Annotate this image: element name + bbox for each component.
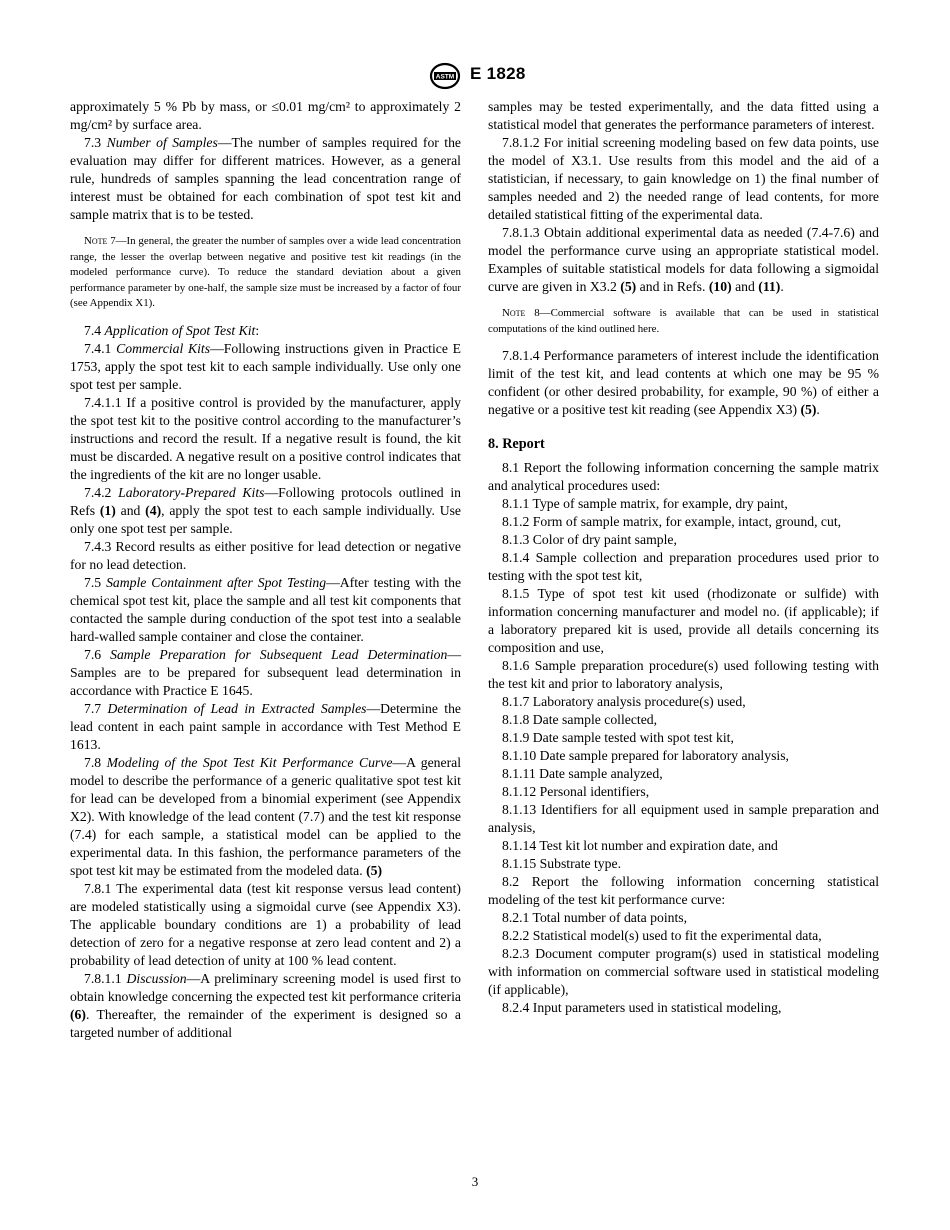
section-7-8-1: 7.8.1 The experimental data (test kit response versus lead content) are modeled statistically using a sigmoidal curve (see Appendix X3). The applicable boundary conditions are 1) a probability of lead detection of zero for a negative response at zero lead content and 2) a probability of lead detection of unity at 100 % lead content.: [70, 880, 461, 968]
section-7-4-1: 7.4.1 Commercial Kits—Following instructions given in Practice E 1753, apply the spot test kit to each sample individually. Use only one spot test per sample.: [70, 340, 462, 392]
paragraph: approximately 5 % Pb by mass, or ≤0.01 mg/cm² to approximately 2 mg/cm² by surface area.: [70, 99, 461, 132]
note-8: Note 8—Commercial software is available that can be used in statistical computations of the kind outlined here.: [488, 307, 879, 335]
astm-logo-icon: [428, 62, 462, 90]
paragraph: samples may be tested experimentally, and the data fitted using a statistical model that generates the performance parameters of interest.: [488, 99, 879, 132]
section-8-2-2: 8.2.2 Statistical model(s) used to fit the experimental data,: [502, 928, 822, 944]
section-8-1-10: 8.1.10 Date sample prepared for laboratory analysis,: [502, 748, 789, 764]
section-8-1-12: 8.1.12 Personal identifiers,: [502, 784, 650, 800]
section-7-4-2: 7.4.2 Laboratory-Prepared Kits—Following protocols outlined in Refs (1) and (4), apply the spot test to each sample individually. Use only one spot test per sample.: [70, 484, 462, 536]
section-8-1-8: 8.1.8 Date sample collected,: [502, 712, 658, 728]
section-7-8-1-2: 7.8.1.2 For initial screening modeling based on few data points, use the model of X3.1. Use results from this model and the aid of a statistician, if necessary, to gain knowledge on 1) the final number of samples needed and 2) the needed range of lead contents, for more detailed statistical fitting of the experimental data.: [488, 135, 879, 222]
section-8-2-1: 8.2.1 Total number of data points,: [502, 910, 688, 926]
section-7-5: 7.5 Sample Containment after Spot Testing—After testing with the chemical spot test kit, place the sample and all test kit components that contacted the sample during conduction of the spot test into a sealable hard-walled sample container and close the container.: [70, 574, 462, 644]
section-8-1-2: 8.1.2 Form of sample matrix, for example, intact, ground, cut,: [502, 514, 842, 530]
section-8-1-1: 8.1.1 Type of sample matrix, for example, dry paint,: [502, 496, 788, 512]
section-8-1-7: 8.1.7 Laboratory analysis procedure(s) used,: [502, 694, 746, 710]
section-8-2-3: 8.2.3 Document computer program(s) used in statistical modeling with information on commercial software used in statistical modeling (if applicable),: [488, 946, 879, 998]
section-8-1-13: 8.1.13 Identifiers for all equipment used in sample preparation and analysis,: [488, 802, 879, 836]
standard-designation: E 1828: [470, 64, 526, 83]
section-8-1: 8.1 Report the following information concerning the sample matrix and analytical procedures used:: [488, 460, 879, 494]
section-7-6: 7.6 Sample Preparation for Subsequent Lead Determination—Samples are to be prepared for subsequent lead determination in accordance with Practice E 1645.: [70, 646, 461, 698]
section-8-1-6: 8.1.6 Sample preparation procedure(s) used following testing with the test kit and prior to laboratory analysis,: [488, 658, 879, 692]
right-column: [488, 98, 879, 1017]
note-7: Note 7—In general, the greater the number of samples over a wide lead concentration range, the lesser the overlap between negative and positive test kit readings (in the modeled performance curve). To reduce the standard deviation about a given performance parameter by one-half, the sample size must be increased by a factor of four (see Appendix X1).: [70, 235, 461, 310]
page-header: [0, 62, 950, 92]
section-7-4-1-1: 7.4.1.1 If a positive control is provided by the manufacturer, apply the spot test kit to the positive control according to the manufacturer’s instructions and record the result. If a negative result is found, the kit must be discarded. A negative result on a positive control indicates that the ingredients of the kit are no longer usable.: [70, 394, 461, 482]
section-7-8-1-3: 7.8.1.3 Obtain additional experimental data as needed (7.4-7.6) and model the performance curve using an appropriate statistical model. Examples of suitable statistical models for data following a sigmoidal curve are given in X3.2 (5) and in Refs. (10) and (11).: [488, 225, 879, 294]
section-8-2-4: 8.2.4 Input parameters used in statistical modeling,: [502, 1000, 782, 1016]
section-8-1-15: 8.1.15 Substrate type.: [502, 856, 621, 872]
svg-text:ASTM: ASTM: [435, 73, 455, 81]
section-7-3: 7.3 Number of Samples—The number of samples required for the evaluation may differ for different matrices. However, as a general rule, hundreds of samples spanning the lead concentration range of interest must be obtained for each combination of spot test kit and sample matrix that is to be tested.: [70, 135, 462, 222]
section-heading-report: 8. Report: [488, 436, 545, 453]
section-8-1-3: 8.1.3 Color of dry paint sample,: [502, 532, 677, 548]
section-7-4-3: 7.4.3 Record results as either positive for lead detection or negative for no lead detection.: [70, 538, 461, 572]
section-8-1-14: 8.1.14 Test kit lot number and expiration date, and: [502, 838, 778, 854]
section-8-2: 8.2 Report the following information concerning statistical modeling of the test kit performance curve:: [488, 874, 879, 908]
section-7-8-1-1: 7.8.1.1 Discussion—A preliminary screening model is used first to obtain knowledge concerning the expected test kit performance criteria (6). Thereafter, the remainder of the experiment is designed so a targeted number of additional: [70, 970, 462, 1040]
page-number: 3: [471, 1174, 479, 1189]
section-7-8: 7.8 Modeling of the Spot Test Kit Performance Curve—A general model to describe the performance of a generic qualitative spot test kit for lead can be developed from a binomial experiment (see Appendix X2). With knowledge of the lead content (7.7) and the test kit response (7.4) for each sample, a statistical model can be applied to the experimental data. In this fashion, the performance parameters of the spot test kit may be estimated from the modeled data. (5): [70, 754, 462, 878]
section-8-1-11: 8.1.11 Date sample analyzed,: [502, 766, 663, 782]
section-8-1-4: 8.1.4 Sample collection and preparation procedures used prior to testing with the spot test kit,: [488, 550, 879, 584]
section-7-8-1-4: 7.8.1.4 Performance parameters of interest include the identification limit of the test kit, and lead contents at which one may be 95 % confident (or other desired probability, for example, 90 %) of either a negative or a positive test kit reading (see Appendix X3) (5).: [488, 348, 879, 418]
left-column: [70, 98, 461, 1042]
section-7-4: 7.4 Application of Spot Test Kit:: [84, 322, 260, 338]
section-7-7: 7.7 Determination of Lead in Extracted Samples—Determine the lead content in each paint sample in accordance with Test Method E 1613.: [70, 700, 461, 752]
section-8-1-9: 8.1.9 Date sample tested with spot test kit,: [502, 730, 734, 746]
section-8-1-5: 8.1.5 Type of spot test kit used (rhodizonate or sulfide) with information concerning manufacturer and model no. (if applicable); if a laboratory prepared kit is used, provide all details concerning its composition and use,: [488, 586, 879, 656]
